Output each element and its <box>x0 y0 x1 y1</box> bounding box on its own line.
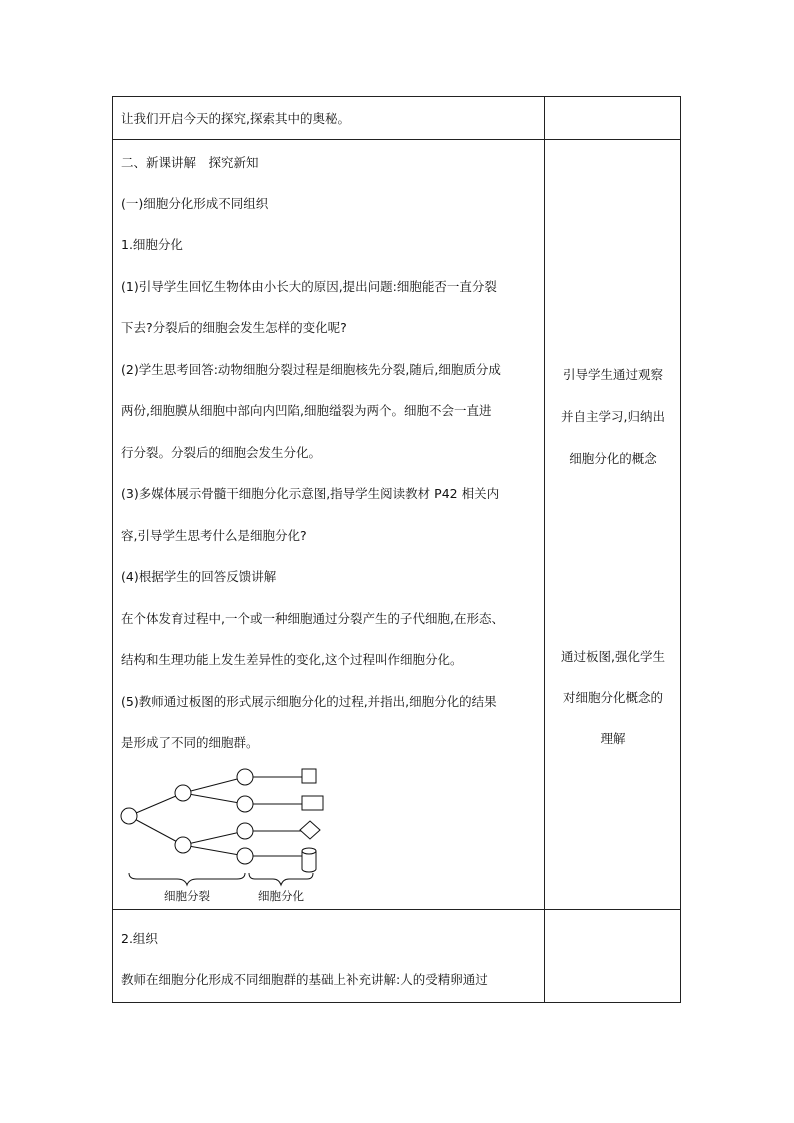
branch-line <box>183 793 245 804</box>
lesson-plan-table <box>112 96 681 1003</box>
body-line: 结构和生理功能上发生差异性的变化,这个过程叫作细胞分化。 <box>121 652 463 667</box>
daughter-cell <box>237 769 253 785</box>
body-line: (3)多媒体展示骨髓干细胞分化示意图,指导学生阅读教材 P42 相关内 <box>121 486 500 501</box>
branch-line <box>129 793 183 816</box>
body-line: (4)根据学生的回答反馈讲解 <box>121 569 277 584</box>
teaching-note-line: 对细胞分化概念的 <box>562 690 663 705</box>
body-line: 下去?分裂后的细胞会发生怎样的变化呢? <box>121 320 347 335</box>
section-heading: 二、新课讲解 探究新知 <box>121 155 259 170</box>
teaching-note-line: 引导学生通过观察 <box>562 367 663 382</box>
cell-division-brace <box>129 873 245 885</box>
body-line: 在个体发育过程中,一个或一种细胞通过分裂产生的子代细胞,在形态、 <box>121 611 504 626</box>
daughter-cell <box>175 837 191 853</box>
teaching-note-line: 通过板图,强化学生 <box>561 649 665 664</box>
parent-cell <box>121 808 137 824</box>
daughter-cell <box>237 796 253 812</box>
daughter-cell <box>175 785 191 801</box>
branch-line <box>183 831 245 845</box>
subsection-heading: (一)细胞分化形成不同组织 <box>121 196 269 211</box>
square-cell-shape <box>302 769 316 783</box>
row-divider <box>113 909 680 910</box>
branch-line <box>183 777 245 793</box>
teaching-note-line: 理解 <box>600 731 626 746</box>
branch-line <box>129 816 183 845</box>
teaching-note-line: 并自主学习,归纳出 <box>561 409 665 424</box>
topic-heading: 1.细胞分化 <box>121 237 183 252</box>
column-divider <box>544 97 545 1002</box>
diamond-cell-shape <box>300 821 320 839</box>
cell-differentiation-label: 细胞分化 <box>258 889 304 903</box>
branch-line <box>183 845 245 856</box>
cell-division-label: 细胞分裂 <box>164 889 210 903</box>
body-line: 教师在细胞分化形成不同细胞群的基础上补充讲解:人的受精卵通过 <box>121 972 488 987</box>
rectangle-cell-shape <box>302 796 323 810</box>
body-line: (2)学生思考回答:动物细胞分裂过程是细胞核先分裂,随后,细胞质分成 <box>121 362 501 377</box>
cell-differentiation-diagram <box>117 759 337 907</box>
cylinder-cell-top <box>302 848 316 854</box>
body-line: (1)引导学生回忆生物体由小长大的原因,提出问题:细胞能否一直分裂 <box>121 279 497 294</box>
body-line: 两份,细胞膜从细胞中部向内凹陷,细胞缢裂为两个。细胞不会一直进 <box>121 403 492 418</box>
body-line: 行分裂。分裂后的细胞会发生分化。 <box>121 445 322 460</box>
topic-heading: 2.组织 <box>121 931 158 946</box>
body-line: 是形成了不同的细胞群。 <box>121 735 259 750</box>
teaching-note-line: 细胞分化的概念 <box>569 451 657 466</box>
body-line: (5)教师通过板图的形式展示细胞分化的过程,并指出,细胞分化的结果 <box>121 694 497 709</box>
cell-differentiation-brace <box>249 873 313 885</box>
intro-text: 让我们开启今天的探究,探索其中的奥秘。 <box>121 111 350 126</box>
row-divider <box>113 139 680 140</box>
body-line: 容,引导学生思考什么是细胞分化? <box>121 528 307 543</box>
daughter-cell <box>237 848 253 864</box>
daughter-cell <box>237 823 253 839</box>
